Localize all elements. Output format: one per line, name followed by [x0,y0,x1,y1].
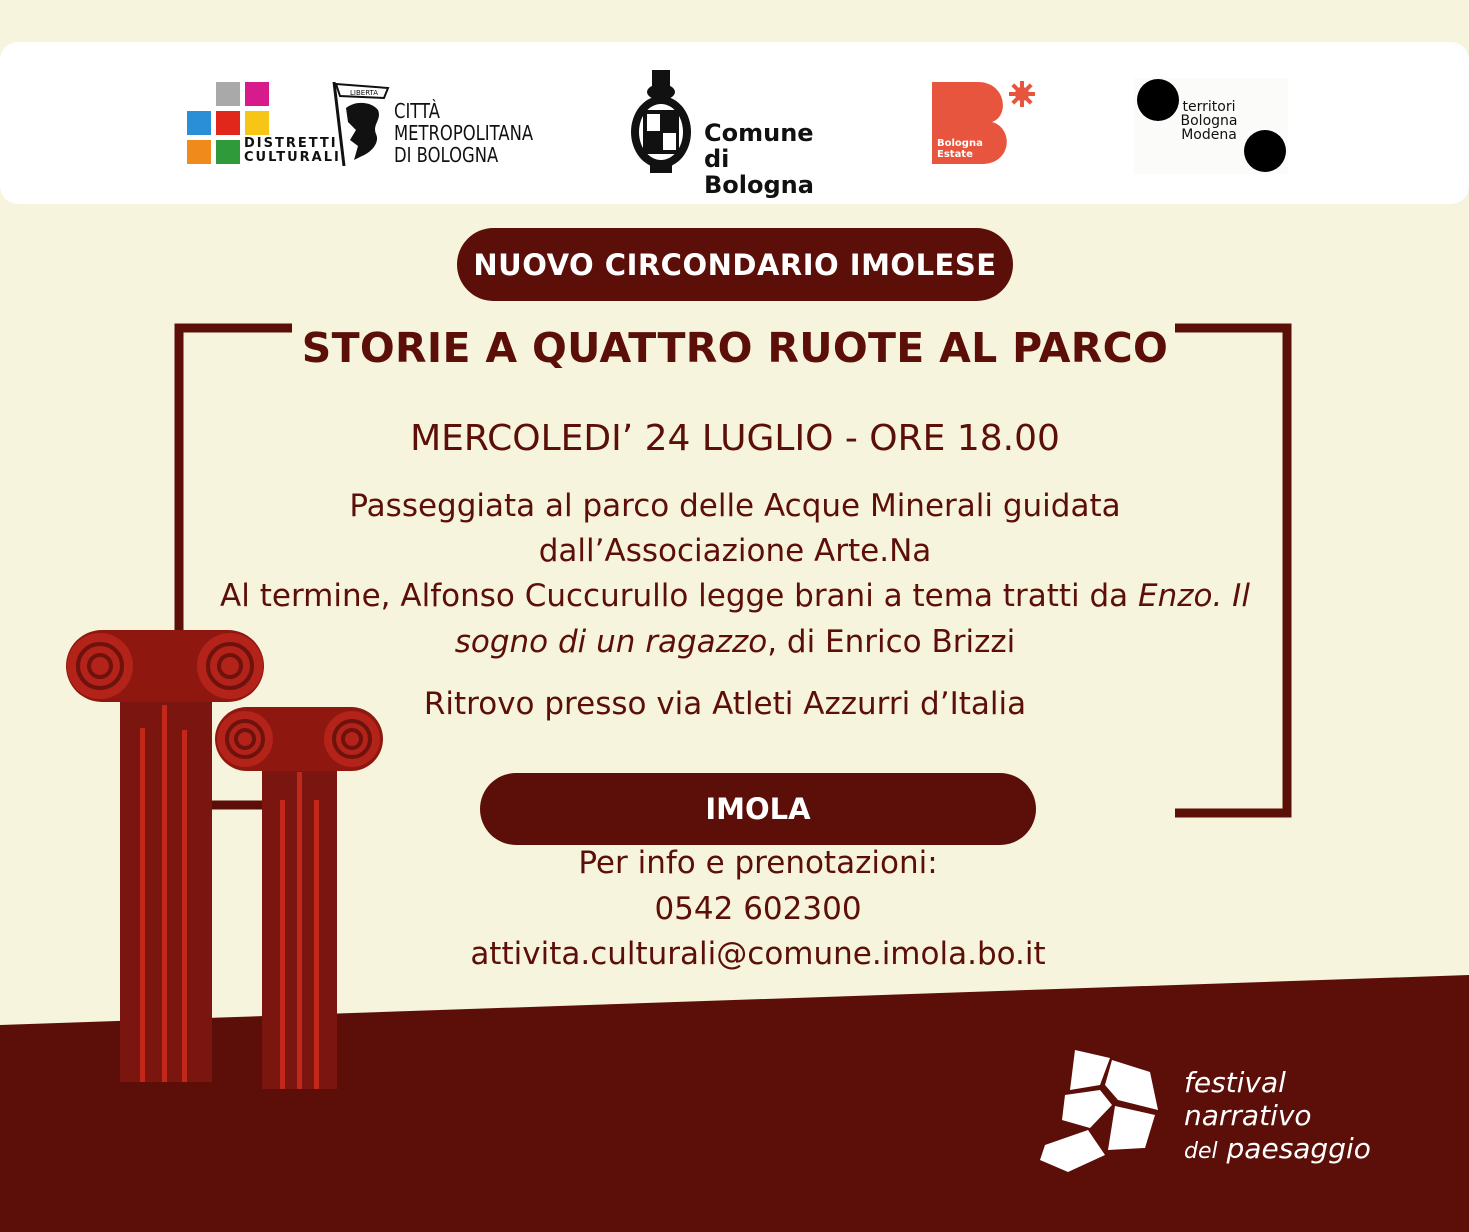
metro-line3: DI BOLOGNA [394,143,499,167]
description-line4 [210,624,1260,660]
festival-wordmark [1184,1066,1371,1168]
event-title: STORIE A QUATTRO RUOTE AL PARCO [301,324,1169,372]
festival-line3 [1184,1132,1371,1168]
description-line1: Passeggiata al parco delle Acque Minerali guidata [349,488,1121,524]
contact-label: Per info e prenotazioni: [578,845,938,881]
event-datetime: MERCOLEDI’ 24 LUGLIO - ORE 18.00 [410,418,1060,459]
region-badge: NUOVO CIRCONDARIO IMOLESE [457,228,1013,301]
estate-line1: Bologna [937,138,983,149]
comune-line2: di Bologna [704,145,814,199]
festival-line3-big: paesaggio [1226,1132,1371,1165]
territori-line3: Modena [1181,127,1237,143]
description-line2: dall’Associazione Arte.Na [538,533,932,569]
contact-phone[interactable]: 0542 602300 [654,891,862,927]
metro-line1: CITTÀ [394,99,440,123]
bologna-coat-of-arms-icon [626,70,696,174]
metro-line2: METROPOLITANA [394,121,534,145]
territori-line2: Bologna [1180,113,1238,129]
book-title-part1: Enzo. Il [1138,578,1250,614]
festival-line3-small: del [1184,1139,1218,1164]
lion-crest-icon [332,80,392,168]
festival-line2: narrativo [1184,1099,1312,1132]
contact-email[interactable]: attivita.culturali@comune.imola.bo.it [470,936,1046,972]
citta-metropolitana-logo [332,80,532,170]
meeting-point: Ritrovo presso via Atleti Azzurri d’Italia [423,686,1027,722]
description-line3 [210,578,1260,614]
description-line3-text: Al termine, Alfonso Cuccurullo legge brani a tema tratti da [220,578,1138,614]
estate-line2: Estate [937,149,973,160]
metro-banner-text: LIBERTA [350,89,379,97]
festival-line1: festival [1184,1066,1286,1099]
city-badge: IMOLA [480,773,1036,845]
bologna-estate-logo [930,80,1036,166]
comune-di-bologna-logo [626,70,836,199]
territori-bologna-modena-logo [1134,78,1288,174]
distretti-culturali-logo [186,82,341,168]
description-line4-text: , di Enrico Brizzi [767,624,1016,660]
distretti-line1: DISTRETTI [244,136,338,151]
comune-line1: Comune [704,119,814,147]
territori-line1: territori [1182,99,1236,115]
book-title-part2: sogno di un ragazzo [454,624,768,660]
distretti-line2: CULTURALI [244,150,341,165]
